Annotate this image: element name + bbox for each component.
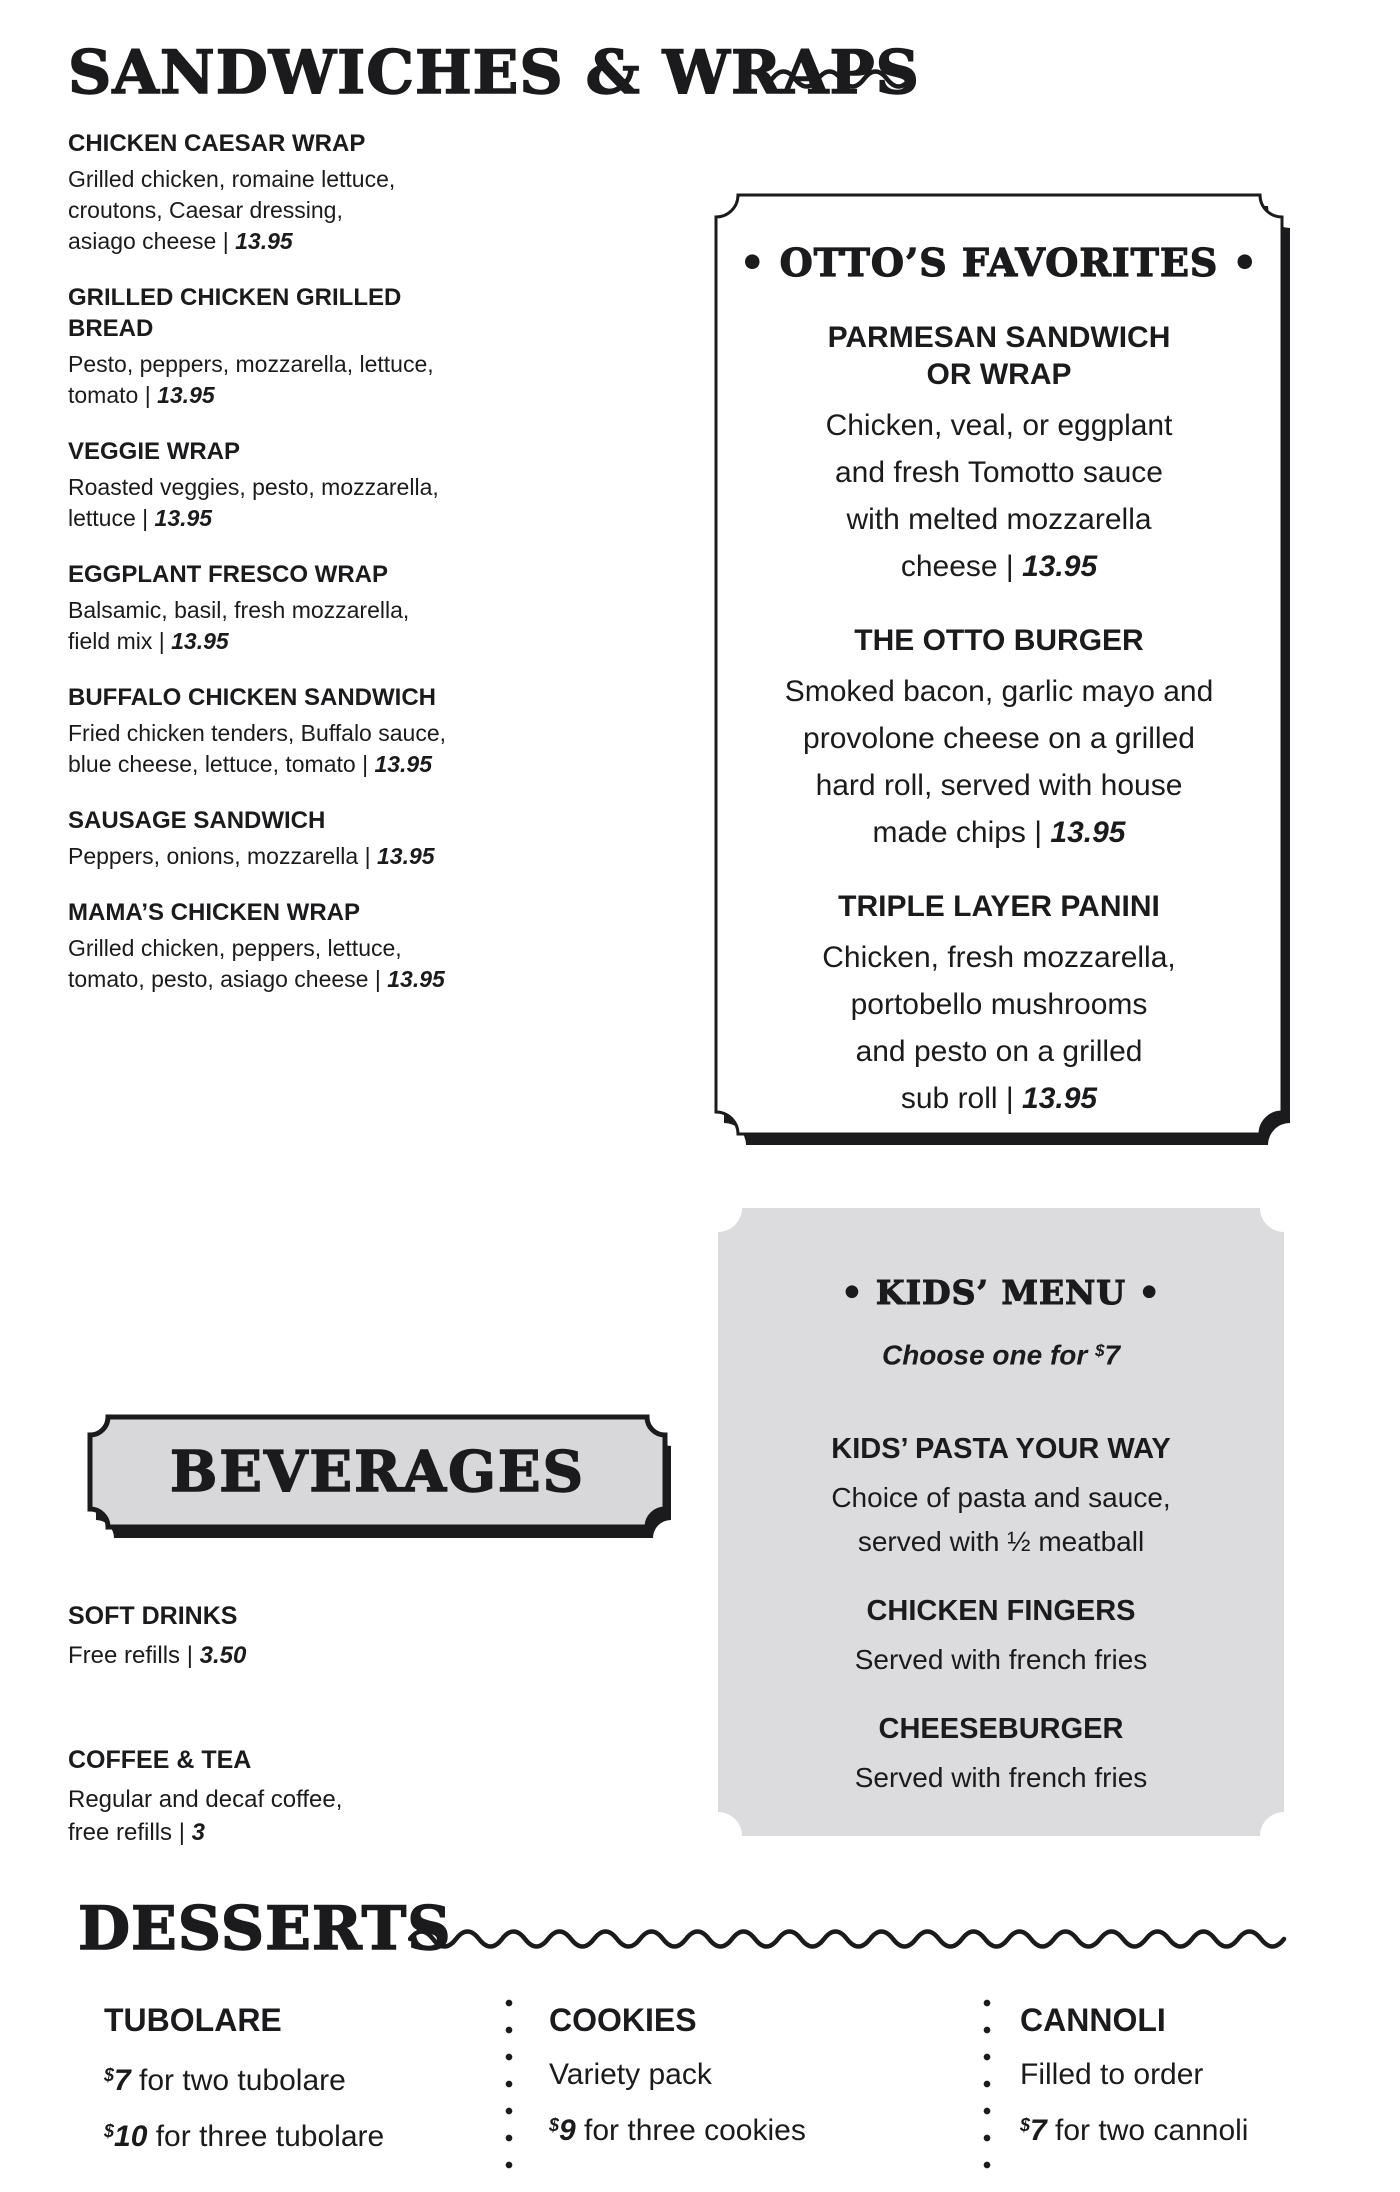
menu-item-name: COFFEE & TEA <box>68 1746 252 1774</box>
menu-item-description: Served with french fries <box>854 1762 1148 1794</box>
menu-item-name: KIDS’ PASTA YOUR WAY <box>831 1433 1171 1466</box>
kicker-text: Choose one for <box>881 1339 1088 1371</box>
kids-menu-kicker <box>718 1334 1284 1372</box>
menu-item-description: Grilled chicken, peppers, lettuce, tomato, pesto, asiago cheese | 13.95 <box>68 935 445 992</box>
menu-item <box>68 897 542 995</box>
dotted-divider <box>505 1998 513 2184</box>
menu-item-name: BUFFALO CHICKEN SANDWICH <box>68 684 436 711</box>
menu-item-price: 13.95 <box>157 382 215 408</box>
menu-item-description: Served with french fries <box>854 1644 1148 1676</box>
wavy-divider <box>408 1920 1300 1954</box>
dollar-sign: $ <box>1095 1341 1105 1360</box>
dollar-sign: $ <box>549 2115 560 2135</box>
dotted-divider <box>983 1998 991 2184</box>
dessert-item-price: 7 <box>1030 2114 1047 2147</box>
menu-item-description: Regular and decaf coffee, free refills | 3 <box>68 1786 343 1846</box>
menu-item <box>68 436 542 534</box>
menu-item <box>68 682 542 780</box>
dessert-item-line: Variety pack <box>549 2058 712 2091</box>
dessert-item-name: COOKIES <box>549 2002 697 2038</box>
dessert-item-price: 9 <box>559 2114 576 2147</box>
wave-path <box>772 72 910 87</box>
menu-item <box>718 1430 1284 1564</box>
menu-item-price: 13.95 <box>1022 1082 1098 1115</box>
menu-item <box>68 282 542 411</box>
menu-item <box>718 1592 1284 1682</box>
beverages-section-title: BEVERAGES <box>169 1439 586 1505</box>
menu-item-price: 3 <box>191 1819 205 1846</box>
beverages-item-list <box>68 1600 542 1921</box>
dessert-column <box>549 2000 929 2156</box>
menu-item-name: CHEESEBURGER <box>878 1713 1124 1746</box>
menu-item-description: Chicken, fresh mozzarella, portobello mushrooms and pesto on a grilled sub roll | 13.95 <box>822 941 1176 1115</box>
dessert-item-lines <box>1020 2050 1400 2156</box>
dessert-item-line: $9 for three cookies <box>549 2114 806 2147</box>
kids-menu-section <box>718 1208 1284 1800</box>
menu-item-price: 13.95 <box>171 628 229 654</box>
menu-item-name: VEGGIE WRAP <box>68 438 241 465</box>
menu-item-price: 13.95 <box>1050 816 1126 849</box>
dessert-column <box>104 2000 484 2162</box>
menu-item <box>716 888 1282 1122</box>
menu-item-description: Chicken, veal, or eggplant and fresh Tomotto sauce with melted mozzarella cheese | 13.95 <box>825 409 1173 583</box>
menu-item <box>716 319 1282 590</box>
menu-item <box>718 1710 1284 1800</box>
menu-item-price: 13.95 <box>154 505 213 531</box>
dessert-item-name: CANNOLI <box>1020 2002 1166 2038</box>
menu-item-description: Grilled chicken, romaine lettuce, croutons, Caesar dressing, asiago cheese | 13.95 <box>68 166 396 254</box>
kicker-price: 7 <box>1104 1339 1121 1371</box>
dollar-sign: $ <box>1020 2115 1031 2135</box>
dessert-item-lines <box>549 2050 929 2156</box>
dollar-sign: $ <box>104 2121 115 2141</box>
menu-item-name: SAUSAGE SANDWICH <box>68 807 326 834</box>
menu-item-description: Pesto, peppers, mozzarella, lettuce, tomato | 13.95 <box>68 351 434 408</box>
dessert-column <box>1020 2000 1400 2156</box>
menu-item-price: 13.95 <box>387 966 445 992</box>
ottos-favorites-section <box>716 195 1282 1122</box>
wave-path <box>410 1932 1284 1947</box>
sandwiches-section-title: SANDWICHES & WRAPS <box>68 38 920 108</box>
menu-item-description: Smoked bacon, garlic mayo and provolone cheese on a grilled hard roll, served with house made chips | 13.95 <box>784 675 1214 849</box>
menu-item <box>68 128 542 257</box>
menu-item <box>68 559 542 657</box>
menu-item-name: TRIPLE LAYER PANINI <box>838 890 1160 923</box>
kids-menu-title: • KIDS’ MENU • <box>841 1273 1161 1312</box>
kids-menu-item-list <box>718 1430 1284 1800</box>
menu-item <box>68 1744 542 1849</box>
menu-item-price: 13.95 <box>374 751 433 777</box>
menu-item-name: PARMESAN SANDWICH OR WRAP <box>827 321 1171 391</box>
menu-item-price: 13.95 <box>376 843 435 869</box>
dessert-item-line: $10 for three tubolare <box>104 2120 385 2153</box>
menu-item-description: Balsamic, basil, fresh mozzarella, field mix | 13.95 <box>68 597 410 654</box>
menu-item-name: CHICKEN FINGERS <box>866 1595 1136 1628</box>
dessert-item-name: TUBOLARE <box>104 2002 282 2038</box>
dollar-sign: $ <box>104 2065 115 2085</box>
menu-item <box>68 1600 542 1672</box>
menu-item <box>716 622 1282 856</box>
sandwiches-item-list <box>68 128 542 1020</box>
menu-item-description: Choice of pasta and sauce, served with ½ meatball <box>831 1482 1171 1558</box>
dessert-item-price: 7 <box>114 2064 131 2097</box>
dessert-item-price: 10 <box>114 2120 148 2153</box>
menu-item-price: 3.50 <box>199 1642 247 1669</box>
menu-item-description: Free refills | 3.50 <box>68 1642 247 1669</box>
wavy-divider <box>770 60 920 94</box>
menu-item-price: 13.95 <box>235 228 293 254</box>
menu-item-name: THE OTTO BURGER <box>854 624 1144 657</box>
dessert-item-line: $7 for two tubolare <box>104 2064 346 2097</box>
menu-item-price: 13.95 <box>1022 550 1098 583</box>
menu-item-description: Fried chicken tenders, Buffalo sauce, blue cheese, lettuce, tomato | 13.95 <box>68 720 447 777</box>
menu-item <box>68 805 542 872</box>
menu-item-name: EGGPLANT FRESCO WRAP <box>68 561 389 588</box>
dessert-item-lines <box>104 2050 484 2162</box>
dessert-item-line: Filled to order <box>1020 2058 1204 2091</box>
menu-item-name: SOFT DRINKS <box>68 1602 238 1630</box>
menu-item-name: CHICKEN CAESAR WRAP <box>68 130 366 157</box>
menu-item-description: Roasted veggies, pesto, mozzarella, lettuce | 13.95 <box>68 474 439 531</box>
menu-item-name: MAMA’S CHICKEN WRAP <box>68 899 360 926</box>
menu-item-description: Peppers, onions, mozzarella | 13.95 <box>68 843 435 869</box>
desserts-section-title: DESSERTS <box>78 1894 452 1964</box>
ottos-favorites-title: • OTTO’S FAVORITES • <box>740 240 1258 285</box>
ottos-favorites-item-list <box>716 319 1282 1122</box>
menu-item-name: GRILLED CHICKEN GRILLED BREAD <box>68 284 402 342</box>
dessert-item-line: $7 for two cannoli <box>1020 2114 1249 2147</box>
